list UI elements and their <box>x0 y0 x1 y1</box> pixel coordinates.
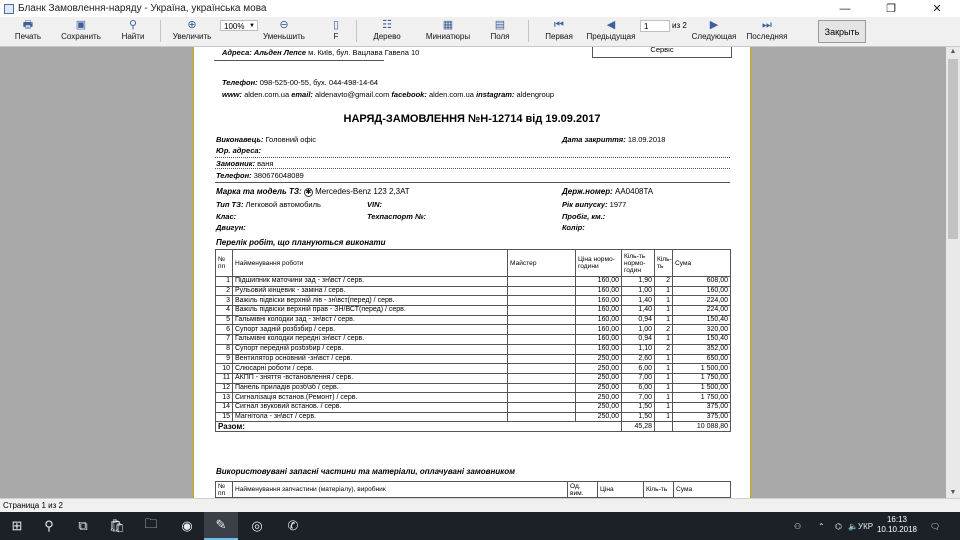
table-row <box>216 393 731 403</box>
row-qty: 1 <box>655 306 673 316</box>
row-master <box>508 402 576 412</box>
row-sum: 1 750,00 <box>673 393 731 403</box>
taskbar <box>0 512 960 540</box>
row-master <box>508 296 576 306</box>
tray-chevron-icon[interactable]: ⌃ <box>818 521 825 531</box>
row-qty: 1 <box>655 296 673 306</box>
floppy-icon: ▣ <box>75 19 87 31</box>
thumbnails-icon: ▦ <box>442 19 454 31</box>
row-work-name: Рульовий кінцевик - заміна / серв. <box>233 286 508 296</box>
page-fit-icon: ▯ <box>332 19 340 31</box>
row-price: 160,00 <box>576 296 622 306</box>
last-page-icon: ⏭ <box>762 19 772 31</box>
printer-icon: 🖶 <box>22 19 34 31</box>
row-master <box>508 383 576 393</box>
report-app-icon[interactable]: ✎ <box>204 512 238 540</box>
row-hours: 1,50 <box>622 412 655 422</box>
row-qty: 1 <box>655 315 673 325</box>
col-num: № пп <box>216 250 233 277</box>
row-sum: 320,00 <box>673 325 731 335</box>
col-price: Ціна нормо-години <box>576 250 622 277</box>
row-hours: 1,50 <box>622 402 655 412</box>
row-price: 250,00 <box>576 383 622 393</box>
row-hours: 1,90 <box>622 277 655 287</box>
row-qty: 1 <box>655 354 673 364</box>
row-hours: 1,00 <box>622 286 655 296</box>
row-number: 11 <box>216 373 233 383</box>
row-hours: 1,40 <box>622 296 655 306</box>
row-number: 4 <box>216 306 233 316</box>
close-preview-button[interactable]: Закрыть <box>818 20 866 43</box>
window-title: Бланк Замовлення-наряду - Україна, українська мова <box>18 3 267 14</box>
order-title: НАРЯД-ЗАМОВЛЕННЯ №Н-12714 від 19.09.2017 <box>343 113 601 125</box>
row-qty: 1 <box>655 402 673 412</box>
row-hours: 1,40 <box>622 306 655 316</box>
row-hours: 0,94 <box>622 315 655 325</box>
first-page-icon: ⏮ <box>554 19 564 31</box>
executor: Виконавець: Головний офіс <box>216 135 317 144</box>
row-sum: 375,00 <box>673 412 731 422</box>
row-master <box>508 277 576 287</box>
vin: VIN: <box>367 200 382 209</box>
viber-icon[interactable]: ✆ <box>287 518 299 533</box>
table-row <box>216 412 731 422</box>
customer: Замовник: ваня <box>216 159 274 168</box>
row-number: 1 <box>216 277 233 287</box>
row-master <box>508 306 576 316</box>
customer-phone: Телефон: 380676048089 <box>216 171 304 180</box>
col-hours: Кіль-ть нормо-годин <box>622 250 655 277</box>
row-sum: 1 500,00 <box>673 383 731 393</box>
table-row <box>216 402 731 412</box>
scroll-up-icon[interactable]: ▲ <box>949 48 957 55</box>
fields-button[interactable]: ▤ Поля <box>490 19 510 41</box>
row-price: 160,00 <box>576 277 622 287</box>
row-number: 9 <box>216 354 233 364</box>
table-row <box>216 306 731 316</box>
vehicle-class: Клас: <box>216 212 237 221</box>
row-price: 160,00 <box>576 306 622 316</box>
row-number: 12 <box>216 383 233 393</box>
vehicle-type: Тип ТЗ: Легковой автомобиль <box>216 200 321 209</box>
row-work-name: Гальмівні колодки зад - зн\вст / серв. <box>233 315 508 325</box>
table-row <box>216 325 731 335</box>
works-total-label: Разом: <box>216 422 622 432</box>
binoculars-icon: ⚲ <box>128 19 138 31</box>
row-price: 250,00 <box>576 364 622 374</box>
works-total-empty <box>655 422 673 432</box>
document-page <box>193 47 751 498</box>
clock[interactable]: 16:13 10.10.2018 <box>876 515 918 534</box>
row-hours: 6,00 <box>622 364 655 374</box>
tray-network-icon[interactable]: ⌬ <box>835 521 842 531</box>
row-sum: 150,40 <box>673 335 731 345</box>
document-viewport[interactable] <box>0 47 946 498</box>
row-sum: 375,00 <box>673 402 731 412</box>
prev-page-button[interactable]: ◀ Предыдущая <box>586 19 636 41</box>
title-bar <box>0 0 960 17</box>
row-hours: 2,60 <box>622 354 655 364</box>
legal-address: Юр. адреса: <box>216 146 262 155</box>
minimize-button[interactable]: — <box>839 2 851 15</box>
company-phone: Телефон: 098-525-00-55, бух. 044-498-14-64 <box>222 78 379 87</box>
table-row <box>216 335 731 345</box>
windows-start-icon[interactable]: ⊞ <box>11 518 23 533</box>
next-page-button[interactable]: ▶ Следующая <box>691 19 737 41</box>
service-box: Сервіс <box>592 47 732 58</box>
row-hours: 7,00 <box>622 393 655 403</box>
close-window-button[interactable]: ✕ <box>932 3 942 15</box>
row-work-name: Важіль підвіски верхній лів - зн\вст(перед) / серв. <box>233 296 508 306</box>
first-page-button[interactable]: ⏮ Первая <box>545 19 573 41</box>
row-master <box>508 344 576 354</box>
toolbar-separator <box>528 20 529 42</box>
row-number: 13 <box>216 393 233 403</box>
row-work-name: Магнітола - зн\вст / серв. <box>233 412 508 422</box>
table-row <box>216 315 731 325</box>
last-page-button[interactable]: ⏭ Последняя <box>746 19 788 41</box>
row-price: 160,00 <box>576 335 622 345</box>
row-work-name: Гальмівні колодки передні зн\вст / серв. <box>233 335 508 345</box>
car-model: Марка та модель ТЗ: ✱ Mercedes-Benz 123 2,3AT <box>216 187 410 196</box>
works-total-hours: 45,28 <box>622 422 655 432</box>
row-qty: 2 <box>655 277 673 287</box>
row-price: 160,00 <box>576 286 622 296</box>
row-hours: 1,10 <box>622 344 655 354</box>
col-sum: Сума <box>673 250 731 277</box>
row-qty: 1 <box>655 412 673 422</box>
row-sum: 160,00 <box>673 286 731 296</box>
zoom-in-button[interactable]: ⊕ Увеличить <box>172 19 212 41</box>
zoom-in-icon: ⊕ <box>187 19 197 31</box>
zoom-select[interactable]: 100% ▼ <box>220 20 258 31</box>
maximize-button[interactable]: ❐ <box>886 3 896 15</box>
row-work-name: Сигналізація встанов.(Ремонт) / серв. <box>233 393 508 403</box>
row-work-name: Слюсарні роботи / серв. <box>233 364 508 374</box>
table-row <box>216 364 731 374</box>
table-row <box>216 354 731 364</box>
row-sum: 352,00 <box>673 344 731 354</box>
works-heading: Перелік робіт, що плануються виконати <box>216 238 386 247</box>
row-number: 2 <box>216 286 233 296</box>
row-master <box>508 412 576 422</box>
row-number: 8 <box>216 344 233 354</box>
find-button[interactable]: ⚲ Найти <box>121 19 145 41</box>
tech-passport: Техпаспорт №: <box>367 212 427 221</box>
scroll-thumb[interactable] <box>948 59 958 239</box>
row-qty: 1 <box>655 383 673 393</box>
row-sum: 1 750,00 <box>673 373 731 383</box>
parts-col-sum: Сума <box>674 482 731 498</box>
toolbar-separator <box>160 20 161 42</box>
row-master <box>508 393 576 403</box>
table-row <box>216 286 731 296</box>
parts-heading: Використовувані запасні частини та матеріали, оплачувані замовником <box>216 467 516 476</box>
row-price: 250,00 <box>576 402 622 412</box>
parts-col-num: № пп <box>216 482 233 498</box>
page-count-label: из 2 <box>672 21 687 30</box>
zoom-out-button[interactable]: ⊖ Уменьшить <box>263 19 305 41</box>
row-master <box>508 325 576 335</box>
table-row <box>216 344 731 354</box>
row-sum: 224,00 <box>673 306 731 316</box>
row-sum: 650,00 <box>673 354 731 364</box>
toolbar <box>0 17 960 47</box>
parts-table <box>215 481 731 498</box>
row-master <box>508 315 576 325</box>
row-qty: 1 <box>655 364 673 374</box>
row-master <box>508 373 576 383</box>
row-number: 3 <box>216 296 233 306</box>
tray-people-icon[interactable]: ⚇ <box>794 521 802 531</box>
row-work-name: Панель приладів розб\зб / серв. <box>233 383 508 393</box>
tree-button[interactable]: ☷ Дерево <box>373 19 401 41</box>
app-icon <box>4 4 14 14</box>
save-button[interactable]: ▣ Сохранить <box>61 19 101 41</box>
row-work-name: Сигнал звуковий встанов. / серв. <box>233 402 508 412</box>
row-price: 250,00 <box>576 354 622 364</box>
row-master <box>508 364 576 374</box>
parts-col-unit: Од. вим. <box>568 482 598 498</box>
row-number: 10 <box>216 364 233 374</box>
vertical-scrollbar[interactable] <box>946 47 960 498</box>
scroll-down-icon[interactable]: ▼ <box>949 489 957 496</box>
row-hours: 7,00 <box>622 373 655 383</box>
fit-button[interactable]: ▯ F <box>332 19 340 41</box>
row-work-name: Супорт передній розбзбир / серв. <box>233 344 508 354</box>
row-master <box>508 335 576 345</box>
row-number: 14 <box>216 402 233 412</box>
divider <box>215 182 730 183</box>
address-line: Адреса: Альден Лепсе м. Київ, бул. Вацлава Гавела 10 <box>222 48 420 57</box>
row-sum: 150,40 <box>673 315 731 325</box>
chrome-profile-icon[interactable]: ◎ <box>251 518 263 533</box>
row-number: 5 <box>216 315 233 325</box>
row-qty: 1 <box>655 373 673 383</box>
divider <box>215 157 730 158</box>
col-qty: Кіль-ть <box>655 250 673 277</box>
row-work-name: Вентилятор основний -зн\вст / серв. <box>233 354 508 364</box>
parts-col-name: Найменування запчастини (матеріалу), виробник <box>233 482 568 498</box>
works-table <box>215 249 731 432</box>
row-price: 160,00 <box>576 344 622 354</box>
page-status: Страница 1 из 2 <box>3 501 63 510</box>
row-price: 250,00 <box>576 373 622 383</box>
next-page-icon: ▶ <box>709 19 719 31</box>
row-work-name: Супорт задній розбзбир / серв. <box>233 325 508 335</box>
row-qty: 1 <box>655 393 673 403</box>
table-row <box>216 296 731 306</box>
row-qty: 2 <box>655 344 673 354</box>
close-date: Дата закриття: 18.09.2018 <box>562 135 666 144</box>
table-row <box>216 383 731 393</box>
folder-icon[interactable]: 🗀 <box>144 516 158 531</box>
parts-col-price: Ціна <box>598 482 644 498</box>
row-number: 7 <box>216 335 233 345</box>
mercedes-logo-icon: ✱ <box>305 189 312 196</box>
tray-volume-icon[interactable]: 🔈 <box>848 521 858 531</box>
row-price: 160,00 <box>576 315 622 325</box>
row-qty: 1 <box>655 286 673 296</box>
task-view-icon[interactable]: ⧉ <box>78 518 88 533</box>
row-price: 160,00 <box>576 325 622 335</box>
print-button[interactable]: 🖶 Печать <box>14 19 42 41</box>
col-master: Майстер <box>508 250 576 277</box>
status-bar <box>0 498 960 512</box>
prev-page-icon: ◀ <box>606 19 616 31</box>
row-sum: 1 500,00 <box>673 364 731 374</box>
page-number-input[interactable]: 1 <box>640 20 670 32</box>
divider <box>215 168 730 169</box>
table-row <box>216 373 731 383</box>
row-work-name: Підшипник маточини зад - зн\вст / серв. <box>233 277 508 287</box>
divider <box>214 60 384 61</box>
row-sum: 608,00 <box>673 277 731 287</box>
engine: Двигун: <box>216 223 246 232</box>
row-work-name: АКПП - зняття -встановлення / серв. <box>233 373 508 383</box>
row-hours: 6,00 <box>622 383 655 393</box>
notification-icon[interactable]: 🗨 <box>930 521 941 531</box>
row-master <box>508 286 576 296</box>
zoom-out-icon: ⊖ <box>279 19 289 31</box>
year: Рік випуску: 1977 <box>562 200 627 209</box>
parts-col-qty: Кіль-ть <box>644 482 674 498</box>
row-qty: 2 <box>655 325 673 335</box>
works-total-sum: 10 088,80 <box>673 422 731 432</box>
row-sum: 224,00 <box>673 296 731 306</box>
company-contacts: www: alden.com.ua email: aldenavto@gmail.com facebook: alden.com.ua instagram: aldengroup <box>222 90 555 99</box>
tray-language[interactable]: УКР <box>858 521 874 531</box>
tree-icon: ☷ <box>382 19 392 31</box>
mileage: Пробіг, км.: <box>562 212 606 221</box>
row-number: 15 <box>216 412 233 422</box>
table-row <box>216 277 731 287</box>
row-work-name: Важіль підвіски верхній прав - ЗН/ВСТ(перед) / серв. <box>233 306 508 316</box>
toolbar-separator <box>356 20 357 42</box>
store-icon[interactable]: 🛍 <box>108 518 126 533</box>
row-number: 6 <box>216 325 233 335</box>
row-hours: 0,94 <box>622 335 655 345</box>
search-icon[interactable]: ⚲ <box>44 518 54 533</box>
chevron-down-icon: ▼ <box>249 23 255 29</box>
reg-number: Держ.номер: AA0408TA <box>562 187 654 196</box>
row-hours: 1,00 <box>622 325 655 335</box>
col-name: Найменування роботи <box>233 250 508 277</box>
color: Колір: <box>562 223 585 232</box>
chrome-icon[interactable]: ◉ <box>181 518 193 533</box>
row-qty: 1 <box>655 335 673 345</box>
row-master <box>508 354 576 364</box>
fields-icon: ▤ <box>494 19 506 31</box>
row-price: 250,00 <box>576 412 622 422</box>
thumbnails-button[interactable]: ▦ Миниатюры <box>425 19 471 41</box>
row-price: 250,00 <box>576 393 622 403</box>
